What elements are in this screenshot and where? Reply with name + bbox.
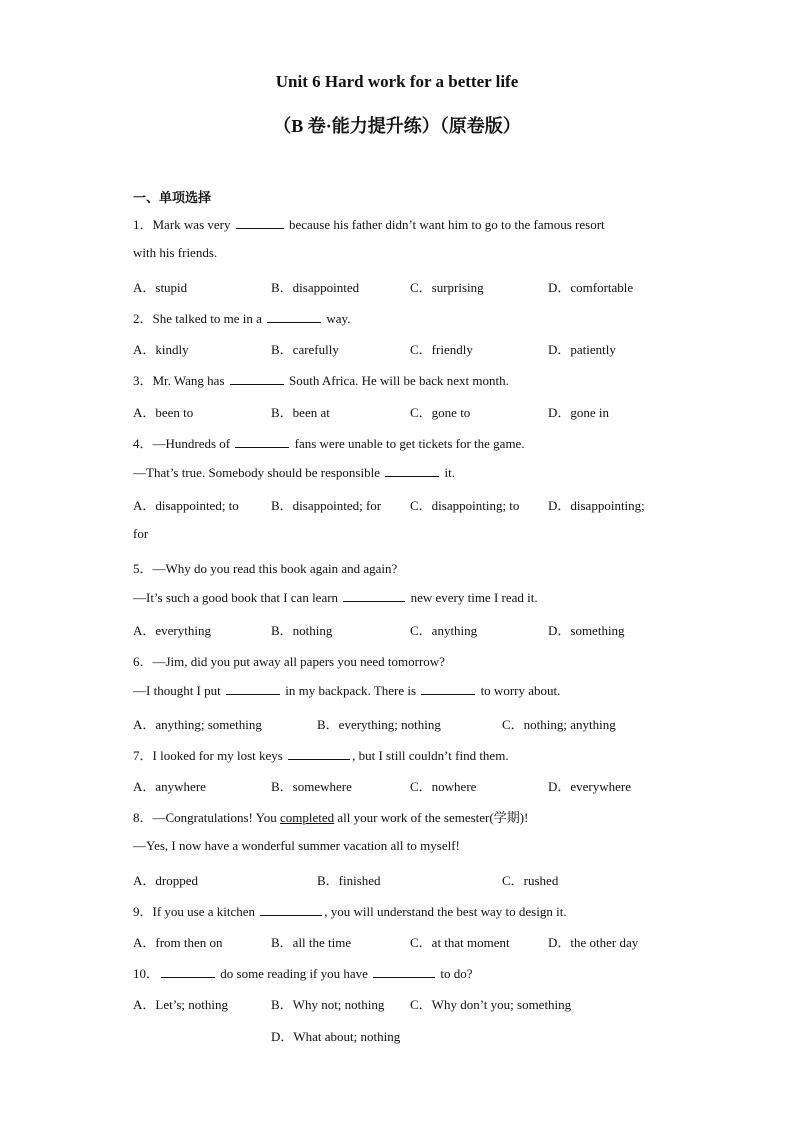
question-4 xyxy=(133,433,525,452)
question-9 xyxy=(133,901,567,920)
option-d: D．comfortable xyxy=(548,280,634,295)
question-7 xyxy=(133,745,509,764)
question-text: fans were unable to get tickets for the game. xyxy=(294,436,525,451)
question-text: do some reading if you have xyxy=(220,966,368,981)
option-a: A．Let’s; nothing xyxy=(133,997,228,1012)
question-text: 8．—Congratulations! You xyxy=(133,810,277,825)
option-c: C．surprising xyxy=(410,280,484,295)
question-text: 1．Mark was very xyxy=(133,217,231,232)
option-c: C．disappointing; to xyxy=(410,498,520,513)
option-d: D．gone in xyxy=(548,405,610,420)
question-text: , you will understand the best way to design it. xyxy=(324,904,567,919)
option-b: B．been at xyxy=(271,405,330,420)
question-text: —It’s such a good book that I can learn xyxy=(133,590,339,605)
answer-blank xyxy=(385,464,439,477)
question-text: new every time I read it. xyxy=(410,590,538,605)
underlined-word: completed xyxy=(279,810,335,825)
answer-blank xyxy=(421,682,475,695)
answer-blank xyxy=(236,216,284,229)
option-a: A．anything; something xyxy=(133,717,262,732)
option-a: A．everything xyxy=(133,623,211,638)
question-text: in my backpack. There is xyxy=(285,683,417,698)
question-text: South Africa. He will be back next month. xyxy=(289,373,509,388)
option-d: D．everywhere xyxy=(548,779,632,794)
question-3 xyxy=(133,370,509,389)
option-a: A．stupid xyxy=(133,280,188,295)
option-b: B．nothing xyxy=(271,623,333,638)
option-c: C．nothing; anything xyxy=(502,717,616,732)
option-b: B．somewhere xyxy=(271,779,352,794)
answer-blank xyxy=(343,589,405,602)
option-c: C．Why don’t you; something xyxy=(410,997,572,1012)
option-a: A．anywhere xyxy=(133,779,206,794)
answer-blank xyxy=(230,372,284,385)
question-text: to do? xyxy=(440,966,473,981)
question-text: 2．She talked to me in a xyxy=(133,311,262,326)
answer-blank xyxy=(288,747,350,760)
option-b: B．Why not; nothing xyxy=(271,997,385,1012)
option-d: D．the other day xyxy=(548,935,639,950)
answer-blank xyxy=(260,903,322,916)
question-10 xyxy=(133,963,473,982)
section-heading: 一、单项选择 xyxy=(133,190,212,205)
option-c: C．gone to xyxy=(410,405,471,420)
option-b: B．disappointed xyxy=(271,280,360,295)
option-a: A．kindly xyxy=(133,342,189,357)
option-d: D．What about; nothing xyxy=(271,1029,401,1044)
option-b: B．finished xyxy=(317,873,381,888)
question-text: 4．—Hundreds of xyxy=(133,436,231,451)
option-b: B．everything; nothing xyxy=(317,717,441,732)
option-c: C．anything xyxy=(410,623,478,638)
question-5: 5．—Why do you read this book again and again? xyxy=(133,561,398,576)
question-text: it. xyxy=(444,465,455,480)
answer-blank xyxy=(235,435,289,448)
option-c: C．at that moment xyxy=(410,935,510,950)
option-b: B．all the time xyxy=(271,935,352,950)
question-5-reply xyxy=(133,589,538,606)
answer-blank xyxy=(267,310,321,323)
page-subtitle: （B 卷·能力提升练）（原卷版） xyxy=(273,116,521,136)
question-text: —I thought I put xyxy=(133,683,221,698)
option-b: B．disappointed; for xyxy=(271,498,382,513)
question-8-reply: —Yes, I now have a wonderful summer vacation all to myself! xyxy=(133,838,460,853)
question-8 xyxy=(133,807,528,826)
question-2 xyxy=(133,308,350,327)
option-b: B．carefully xyxy=(271,342,339,357)
option-c: C．friendly xyxy=(410,342,473,357)
question-text: —That’s true. Somebody should be responsible xyxy=(133,465,380,480)
question-1-continued: with his friends. xyxy=(133,245,218,260)
question-1 xyxy=(133,214,605,233)
question-6: 6．—Jim, did you put away all papers you need tomorrow? xyxy=(133,654,445,669)
answer-blank xyxy=(373,965,435,978)
option-a: A．dropped xyxy=(133,873,198,888)
option-a: A．been to xyxy=(133,405,194,420)
option-a: A．disappointed; to xyxy=(133,498,239,513)
question-text: 7．I looked for my lost keys xyxy=(133,748,283,763)
question-6-reply xyxy=(133,682,560,699)
option-d-wrap: for xyxy=(133,526,149,541)
answer-blank xyxy=(161,965,215,978)
page-title: Unit 6 Hard work for a better life xyxy=(275,72,519,91)
question-text: all your work of the semester(学期)! xyxy=(337,810,529,825)
question-text: 10． xyxy=(133,966,160,981)
option-c: C．rushed xyxy=(502,873,559,888)
option-d: D．patiently xyxy=(548,342,616,357)
option-c: C．nowhere xyxy=(410,779,477,794)
option-d: D．disappointing; xyxy=(548,498,645,513)
question-4-reply xyxy=(133,464,455,481)
option-d: D．something xyxy=(548,623,625,638)
question-text: 9．If you use a kitchen xyxy=(133,904,256,919)
question-text: , but I still couldn’t find them. xyxy=(352,748,509,763)
question-text: 3．Mr. Wang has xyxy=(133,373,225,388)
question-text: because his father didn’t want him to go to the famous resort xyxy=(288,217,605,232)
question-text: to worry about. xyxy=(480,683,561,698)
option-a: A．from then on xyxy=(133,935,223,950)
question-text: way. xyxy=(326,311,351,326)
answer-blank xyxy=(226,682,280,695)
